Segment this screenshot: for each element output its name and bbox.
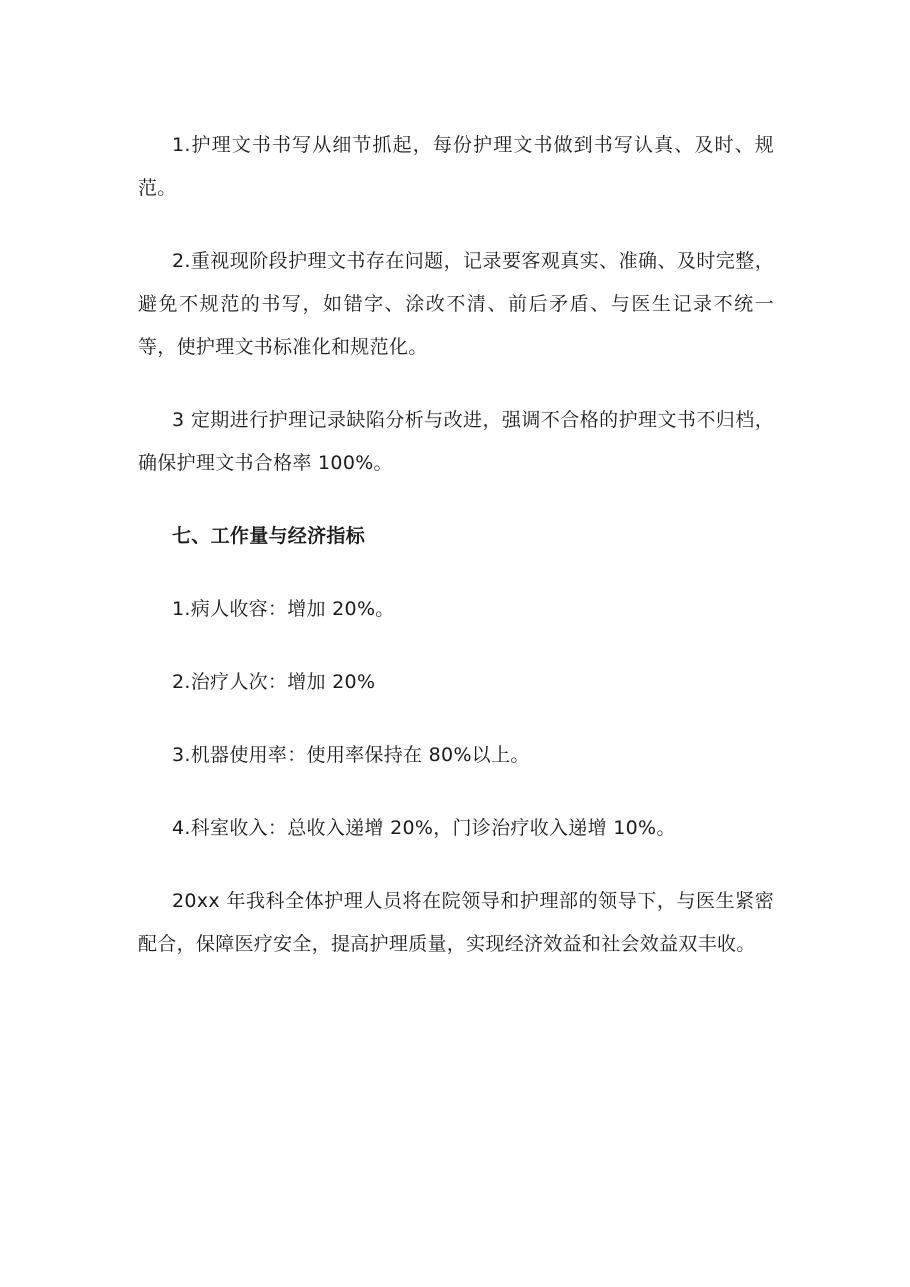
paragraph-gap bbox=[138, 210, 774, 240]
document-body bbox=[138, 124, 774, 966]
paragraph-gap bbox=[138, 704, 774, 734]
indicator-treatment-count: 2.治疗人次：增加 20% bbox=[172, 671, 376, 693]
paragraph-nursing-docs-detail: 1.护理文书书写从细节抓起，每份护理文书做到书写认真、及时、规范。 bbox=[138, 134, 774, 199]
paragraph-gap bbox=[138, 485, 774, 515]
indicator-patient-admission: 1.病人收容：增加 20%。 bbox=[172, 598, 395, 620]
paragraph-closing: 20xx 年我科全体护理人员将在院领导和护理部的领导下，与医生紧密配合，保障医疗安全，提高护理质量，实现经济效益和社会效益双丰收。 bbox=[138, 890, 774, 955]
paragraph-gap bbox=[138, 777, 774, 807]
paragraph-nursing-docs-problems: 2.重视现阶段护理文书存在问题，记录要客观真实、准确、及时完整，避免不规范的书写，如错字、涂改不清、前后矛盾、与医生记录不统一等，使护理文书标准化和规范化。 bbox=[138, 250, 774, 358]
indicator-machine-usage: 3.机器使用率：使用率保持在 80%以上。 bbox=[172, 744, 530, 766]
paragraph-gap bbox=[138, 558, 774, 588]
paragraph-gap bbox=[138, 850, 774, 880]
paragraph-gap bbox=[138, 369, 774, 399]
indicator-department-income: 4.科室收入：总收入递增 20%，门诊治疗收入递增 10%。 bbox=[172, 817, 676, 839]
paragraph-defect-analysis: 3 定期进行护理记录缺陷分析与改进，强调不合格的护理文书不归档，确保护理文书合格率 100%。 bbox=[138, 409, 774, 474]
section-heading: 七、工作量与经济指标 bbox=[172, 525, 366, 547]
paragraph-gap bbox=[138, 631, 774, 661]
